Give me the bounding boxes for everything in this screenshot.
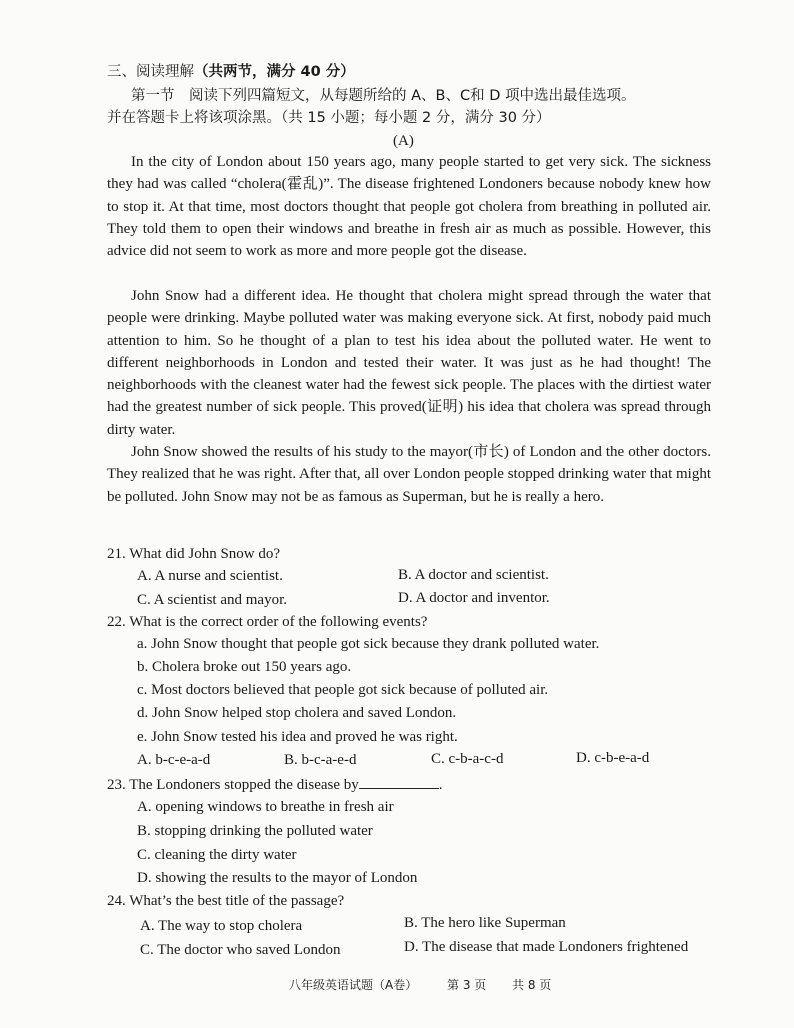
question-24-option-d[interactable]: D. The disease that made Londoners frightened (404, 939, 689, 955)
question-21-option-a[interactable]: A. A nurse and scientist. (137, 568, 283, 584)
passage-paragraph-1: In the city of London about 150 years ago, many people started to get very sick. The sickness they had was called “cholera(霍乱)”. The disease frightened Londoners because nobody knew how to stop it. At that time, most doctors thought that people got cholera from breathing in polluted air. They told them to open their windows and breathe in fresh air as much as possible. However, this advice did not seem to work as more and more people got the disease. (107, 154, 711, 260)
section-heading-part: 三、阅读理解 (107, 64, 194, 80)
question-22-stem: 22. What is the correct order of the following events? (107, 614, 428, 630)
answer-blank (359, 774, 439, 789)
question-23-option-d[interactable]: D. showing the results to the mayor of London (137, 870, 418, 886)
question-22-event-e: e. John Snow tested his idea and proved he was right. (137, 729, 458, 745)
question-21-option-c[interactable]: C. A scientist and mayor. (137, 592, 287, 608)
question-22-event-d: d. John Snow helped stop cholera and saved London. (137, 705, 457, 721)
question-23-option-b[interactable]: B. stopping drinking the polluted water (137, 823, 373, 839)
passage-paragraph-3: John Snow showed the results of his study to the mayor(市长) of London and the other doctors. They realized that he was right. After that, all over London people stopped drinking water that might be polluted. John Snow may not be as famous as Superman, but he is really a hero. (107, 444, 711, 505)
section-heading-score: （共两节，满分 40 分） (194, 64, 355, 80)
section-instruction-line1: 第一节 阅读下列四篇短文，从每题所给的 A、B、C和 D 项中选出最佳选项。 (131, 88, 636, 104)
question-23-stem: 23. The Londoners stopped the disease by . (107, 774, 443, 795)
footer-total-pages: 共 8 页 (512, 978, 552, 992)
question-21-stem: 21. What did John Snow do? (107, 546, 281, 562)
question-22-option-b[interactable]: B. b-c-a-e-d (284, 752, 357, 768)
footer-exam-title: 八年级英语试题（A卷） (289, 978, 418, 992)
question-21-option-b[interactable]: B. A doctor and scientist. (398, 567, 549, 583)
question-22-event-c: c. Most doctors believed that people got sick because of polluted air. (137, 682, 549, 698)
question-22-option-d[interactable]: D. c-b-e-a-d (576, 750, 650, 766)
question-24-stem: 24. What’s the best title of the passage? (107, 893, 345, 909)
question-24-option-b[interactable]: B. The hero like Superman (404, 915, 566, 931)
question-24-option-c[interactable]: C. The doctor who saved London (140, 942, 341, 958)
question-23-option-a[interactable]: A. opening windows to breathe in fresh air (137, 799, 394, 815)
section-heading (107, 62, 355, 82)
question-23-option-c[interactable]: C. cleaning the dirty water (137, 847, 297, 863)
question-21-option-d[interactable]: D. A doctor and inventor. (398, 590, 550, 606)
passage-paragraph-2: John Snow had a different idea. He thought that cholera might spread through the water that people were drinking. Maybe polluted water was making everyone sick. At first, nobody paid much attention to him. So he thought of a plan to test his idea about the polluted water. He went to different neighborhoods in London and tested their water. It was just as he had thought! The neighborhoods with the cleanest water had the fewest sick people. The places with the dirtiest water had the greatest number of sick people. This proved(证明) his idea that cholera was spread through dirty water. (107, 288, 711, 438)
section-instruction-line2: 并在答题卡上将该项涂黑。（共 15 小题；每小题 2 分，满分 30 分） (107, 110, 551, 126)
passage-label: (A) (393, 133, 414, 149)
question-22-event-b: b. Cholera broke out 150 years ago. (137, 659, 352, 675)
question-22-option-c[interactable]: C. c-b-a-c-d (431, 751, 504, 767)
question-24-option-a[interactable]: A. The way to stop cholera (140, 918, 303, 934)
footer-page-number: 第 3 页 (447, 978, 487, 992)
question-22-option-a[interactable]: A. b-c-e-a-d (137, 752, 211, 768)
question-22-event-a: a. John Snow thought that people got sick because they drank polluted water. (137, 636, 600, 652)
